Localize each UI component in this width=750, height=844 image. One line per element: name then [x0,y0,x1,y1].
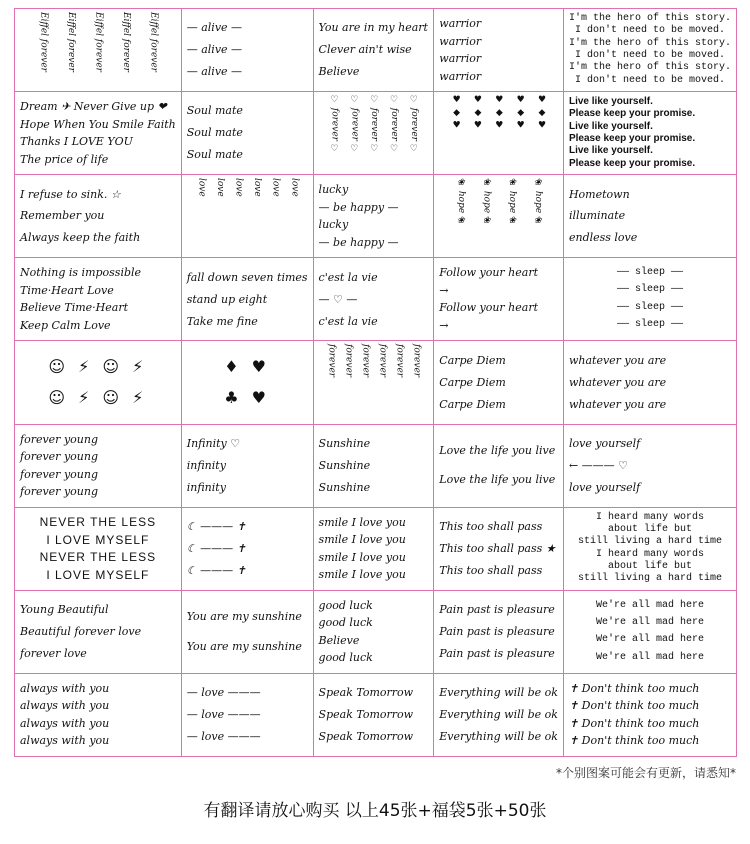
sticker-text: ✝ Don't think too much [568,734,700,748]
sticker-text: ♥ ◆ ♥ [451,95,462,131]
sticker-text: — love ——— [186,730,261,744]
sticker-text: Sunshine [318,458,371,472]
sticker-text: I heard many words [595,548,704,560]
sticker-text: Everything will be ok [439,708,558,722]
sticker-text: love [196,178,207,197]
sticker-text: always with you [20,699,110,713]
sticker-cell [564,508,737,591]
sticker-text: ♡ forever ♡ [329,95,340,154]
sticker-text: Love the life you live [439,444,556,458]
sticker-cell [15,258,182,341]
sticker-cell [564,425,737,508]
sticker-text: c'est la vie [318,314,378,328]
sticker-text: still living a hard time [577,536,722,548]
sticker-cell [314,674,435,757]
sticker-text: ❀ hope ❀ [455,178,466,227]
sticker-text: ❀ hope ❀ [532,178,543,227]
sticker-cell [314,508,435,591]
sticker-text: Always keep the faith [20,231,141,245]
sticker-text: I don't need to be moved. [574,74,725,86]
sticker-text: good luck [318,616,373,630]
sticker-text: warrior [439,16,482,30]
sticker-text: We're all mad here [595,651,704,663]
sticker-text: forever [394,344,405,378]
sticker-text: Beautiful forever love [20,625,142,639]
sticker-text: I'm the hero of this story. [568,37,731,49]
sticker-cell [182,425,314,508]
sticker-text: warrior [439,69,482,83]
sticker-text: This too shall pass ★ [439,541,556,555]
sticker-text: love [270,178,281,197]
sticker-text: We're all mad here [595,634,704,646]
sticker-text: ♡ forever ♡ [349,95,360,154]
sticker-text: smile I love you [318,550,406,564]
sticker-text: illuminate [568,209,626,223]
sticker-text: smile I love you [318,515,406,529]
sticker-cell [15,591,182,674]
sticker-text: Infinity ♡ [186,436,241,450]
sticker-text: I LOVE MYSELF [46,568,150,582]
sticker-text: c'est la vie [318,270,378,284]
sticker-text: Hope When You Smile Faith [20,117,176,131]
sticker-text: love [214,178,225,197]
sticker-text: ❀ hope ❀ [481,178,492,227]
sticker-cell [182,591,314,674]
sticker-text: Believe Time·Heart [20,301,128,315]
sticker-cell [564,674,737,757]
update-note: *个别图案可能会有更新，请悉知* [555,766,736,780]
sticker-cell [564,9,737,92]
sticker-cell [15,508,182,591]
sticker-cell [15,425,182,508]
sticker-text: forever [326,344,337,378]
sticker-cell [434,341,564,424]
sticker-text: always with you [20,734,110,748]
sticker-text: love [252,178,263,197]
sticker-text: forever young [20,450,98,464]
sticker-text: Soul mate [186,148,243,162]
sticker-text: Follow your heart [439,301,539,315]
sticker-text: ❀ hope ❀ [507,178,518,227]
sticker-text: — ♡ — [318,292,358,306]
sticker-cell [182,92,314,175]
sticker-text: I heard many words [595,511,704,523]
sticker-text: whatever you are [568,375,667,389]
sticker-cell [434,425,564,508]
sticker-text: Carpe Diem [439,353,506,367]
sticker-text: Thanks I LOVE YOU [20,135,133,149]
sticker-text: Keep Calm Love [20,318,111,332]
sticker-text: love [233,178,244,197]
sticker-text: —— sleep —— [616,319,683,331]
sticker-text: I'm the hero of this story. [568,12,731,24]
sticker-text: Remember you [20,209,105,223]
sticker-text: Everything will be ok [439,686,558,700]
sticker-text: Pain past is pleasure [439,646,555,660]
sticker-cell [314,9,435,92]
sticker-text: — be happy — [318,235,399,249]
sticker-cell [434,258,564,341]
sticker-text: infinity [186,458,226,472]
sticker-text: Speak Tomorrow [318,708,414,722]
sticker-cell [564,175,737,258]
sticker-text: Take me fine [186,314,258,328]
sticker-text: forever love [20,646,87,660]
sticker-text: — love ——— [186,708,261,722]
sticker-cell [15,674,182,757]
sticker-text: forever young [20,485,98,499]
sticker-text: whatever you are [568,397,667,411]
sticker-cell [564,92,737,175]
sticker-text: Carpe Diem [439,397,506,411]
sticker-cell [15,9,182,92]
sticker-text: Everything will be ok [439,730,558,744]
sticker-text: ♡ forever ♡ [388,95,399,154]
sticker-text: ✝ Don't think too much [568,681,700,695]
sticker-text: warrior [439,52,482,66]
sticker-cell [434,674,564,757]
sticker-text: stand up eight [186,292,268,306]
sticker-text: — alive — [186,43,243,57]
sticker-text: —— sleep —— [616,267,683,279]
sticker-text: ☺ ⚡ ☺ ⚡ [48,356,148,376]
sticker-text: Live like yourself. [568,95,653,107]
sticker-text: good luck [318,651,373,665]
sticker-text: Believe [318,65,360,79]
product-title: 有翻译请放心购买 以上45张+福袋5张+50张 [203,801,547,821]
sticker-text: This too shall pass [439,520,543,534]
sticker-text: Speak Tomorrow [318,686,414,700]
sticker-text: ← ——— ♡ [568,458,629,472]
sticker-text: Believe [318,633,360,647]
sticker-text: Pain past is pleasure [439,603,555,617]
sticker-text: → [439,283,449,297]
sticker-cell [314,258,435,341]
sticker-cell [434,92,564,175]
sticker-cell [314,175,435,258]
sticker-text: ♡ forever ♡ [369,95,380,154]
sticker-text: Please keep your promise. [568,157,696,169]
sticker-text: smile I love you [318,533,406,547]
sticker-text: ♡ forever ♡ [408,95,419,154]
sticker-text: Please keep your promise. [568,108,696,120]
sticker-text: — love ——— [186,686,261,700]
sticker-text: Eiffel forever [93,12,104,72]
sticker-text: Speak Tomorrow [318,730,414,744]
sticker-text: You are in my heart [318,21,428,35]
sticker-cell [434,591,564,674]
sticker-cell [434,175,564,258]
sticker-text: ☺ ⚡ ☺ ⚡ [48,387,148,407]
sticker-text: —— sleep —— [616,284,683,296]
sticker-text: still living a hard time [577,573,722,585]
sticker-cell [564,341,737,424]
sticker-text: The price of life [20,152,109,166]
sticker-text: love [289,178,300,197]
sticker-cell [182,9,314,92]
sticker-text: We're all mad here [595,599,704,611]
sticker-text: ♥ ◆ ♥ [472,95,483,131]
sticker-text: ♥ ◆ ♥ [515,95,526,131]
sticker-text: forever [343,344,354,378]
sticker-text: → [439,318,449,332]
sticker-text: Love the life you live [439,473,556,487]
sticker-text: — alive — [186,21,243,35]
sticker-text: Dream ✈ Never Give up ❤ [20,100,167,114]
sticker-text: forever [360,344,371,378]
sticker-text: forever [411,344,422,378]
sticker-text: I LOVE MYSELF [46,532,150,547]
sticker-text: always with you [20,681,110,695]
sticker-text: ♣ ♥ [224,387,271,407]
sticker-text: smile I love you [318,568,406,582]
sticker-text: — alive — [186,65,243,79]
sticker-cell [182,175,314,258]
sticker-text: Clever ain't wise [318,43,412,57]
sticker-cell [15,92,182,175]
sticker-cell [182,508,314,591]
sticker-text: Time·Heart Love [20,283,114,297]
sticker-text: This too shall pass [439,563,543,577]
sticker-text: NEVER THE LESS [39,550,157,565]
sticker-text: Sunshine [318,480,371,494]
sticker-text: Eiffel forever [38,12,49,72]
sticker-cell [434,9,564,92]
sticker-cell [314,425,435,508]
sticker-text: Follow your heart [439,266,539,280]
sticker-text: ☾ ——— ✝ [186,563,246,577]
sticker-text: Hometown [568,187,630,201]
sticker-text: Please keep your promise. [568,133,696,145]
sticker-text: NEVER THE LESS [39,514,157,529]
sticker-text: lucky [318,218,349,232]
sticker-text: Eiffel forever [66,12,77,72]
sticker-text: —— sleep —— [616,301,683,313]
sticker-text: Soul mate [186,104,243,118]
sticker-text: infinity [186,480,226,494]
sticker-cell [434,508,564,591]
sticker-text: forever [377,344,388,378]
sticker-text: I refuse to sink. ☆ [20,187,121,201]
sticker-text: — be happy — [318,200,399,214]
sticker-text: forever young [20,467,98,481]
sticker-text: Live like yourself. [568,120,653,132]
sticker-cell [314,92,435,175]
sticker-text: good luck [318,598,373,612]
sticker-cell [15,175,182,258]
sticker-text: You are my sunshine [186,610,302,624]
sticker-cell [182,674,314,757]
sticker-cell [15,341,182,424]
sticker-text: Nothing is impossible [20,266,142,280]
tattoo-sticker-grid [14,8,737,757]
sticker-text: Eiffel forever [121,12,132,72]
sticker-text: about life but [607,560,692,572]
sticker-text: Soul mate [186,126,243,140]
sticker-text: ☾ ——— ✝ [186,520,246,534]
sticker-text: love yourself [568,436,641,450]
sticker-text: forever young [20,432,98,446]
sticker-text: Carpe Diem [439,375,506,389]
sticker-text: ✝ Don't think too much [568,699,700,713]
sticker-text: love yourself [568,480,641,494]
sticker-text: ✝ Don't think too much [568,716,700,730]
sticker-cell [564,591,737,674]
sticker-text: We're all mad here [595,616,704,628]
sticker-text: Sunshine [318,436,371,450]
sticker-text: Young Beautiful [20,603,109,617]
sticker-cell [564,258,737,341]
sticker-text: warrior [439,34,482,48]
sticker-text: Pain past is pleasure [439,625,555,639]
sticker-text: fall down seven times [186,270,308,284]
sticker-text: I'm the hero of this story. [568,62,731,74]
sticker-text: Eiffel forever [148,12,159,72]
sticker-text: lucky [318,183,349,197]
sticker-text: ☾ ——— ✝ [186,541,246,555]
sticker-text: I don't need to be moved. [574,25,725,37]
sticker-text: whatever you are [568,353,667,367]
sticker-cell [314,591,435,674]
sticker-text: ♥ ◆ ♥ [537,95,547,131]
sticker-text: ♥ ◆ ♥ [494,95,505,131]
sticker-text: You are my sunshine [186,639,302,653]
sticker-text: I don't need to be moved. [574,49,725,61]
sticker-cell [314,341,435,424]
sticker-text: Live like yourself. [568,145,653,157]
sticker-cell [182,258,314,341]
sticker-text: always with you [20,716,110,730]
sticker-text: endless love [568,231,638,245]
sticker-text: ♦ ♥ [224,356,271,376]
sticker-cell [182,341,314,424]
sticker-text: about life but [607,523,692,535]
